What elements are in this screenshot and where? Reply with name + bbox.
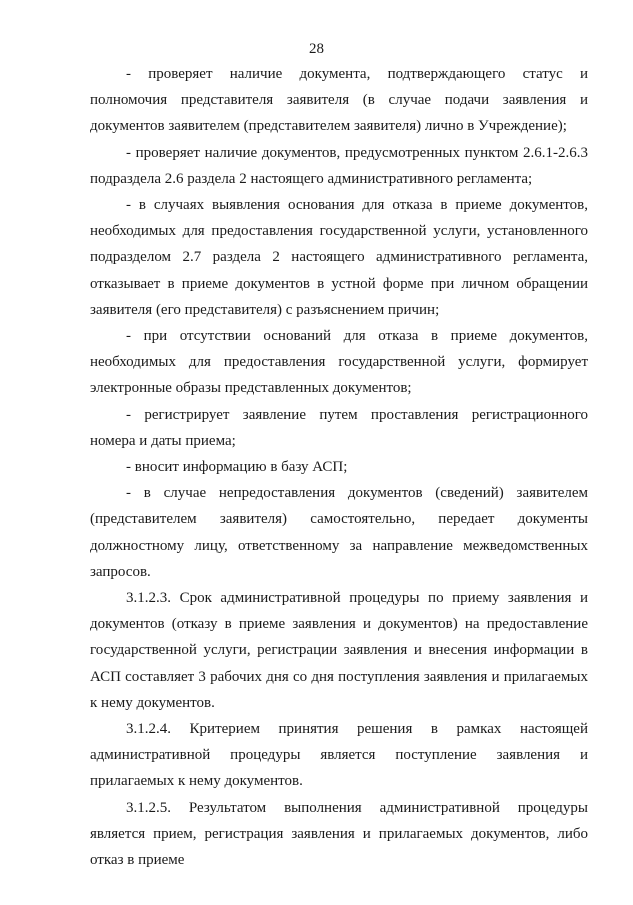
paragraph: - в случае непредоставления документов (сведений) заявителем (представителем заявителя) самостоятельно, передает документы должностному лицу, ответственному за направление межведомственных запросов.	[90, 485, 588, 580]
page-number: 28	[309, 41, 324, 57]
paragraph: - вносит информацию в базу АСП;	[126, 459, 348, 476]
paragraph: 3.1.2.5. Результатом выполнения административной процедуры является прием, регистрация заявления и прилагаемых документов, либо отказ в приеме	[90, 799, 588, 869]
paragraph: - регистрирует заявление путем проставления регистрационного номера и даты приема;	[90, 406, 588, 449]
paragraph: - проверяет наличие документов, предусмотренных пунктом 2.6.1-2.6.3 подраздела 2.6 раздела 2 настоящего административного регламента;	[90, 144, 588, 187]
paragraph: - при отсутствии оснований для отказа в приеме документов, необходимых для предоставления государственной услуги, формирует электронные образы представленных документов;	[90, 328, 588, 397]
paragraph: - в случаях выявления основания для отказа в приеме документов, необходимых для предоставления государственной услуги, установленного подразделом 2.7 раздела 2 настоящего административного регламента, отказывает в приеме документов в устной форме при личном обращении заявителя (его представителя) с разъяснением причин;	[90, 197, 588, 318]
paragraph: 3.1.2.4. Критерием принятия решения в рамках настоящей административной процедуры является поступление заявления и прилагаемых к нему документов.	[90, 721, 588, 790]
paragraph: 3.1.2.3. Срок административной процедуры по приему заявления и документов (отказу в приеме заявления и документов) на предоставление государственной услуги, регистрации заявления и внесения информации в АСП составляет 3 рабочих дня со дня поступления заявления и прилагаемых к нему документов.	[90, 590, 588, 711]
paragraph: - проверяет наличие документа, подтверждающего статус и полномочия представителя заявителя (в случае подачи заявления и документов заявителем (представителем заявителя) лично в Учреждение);	[90, 66, 588, 135]
document-body	[90, 61, 588, 873]
